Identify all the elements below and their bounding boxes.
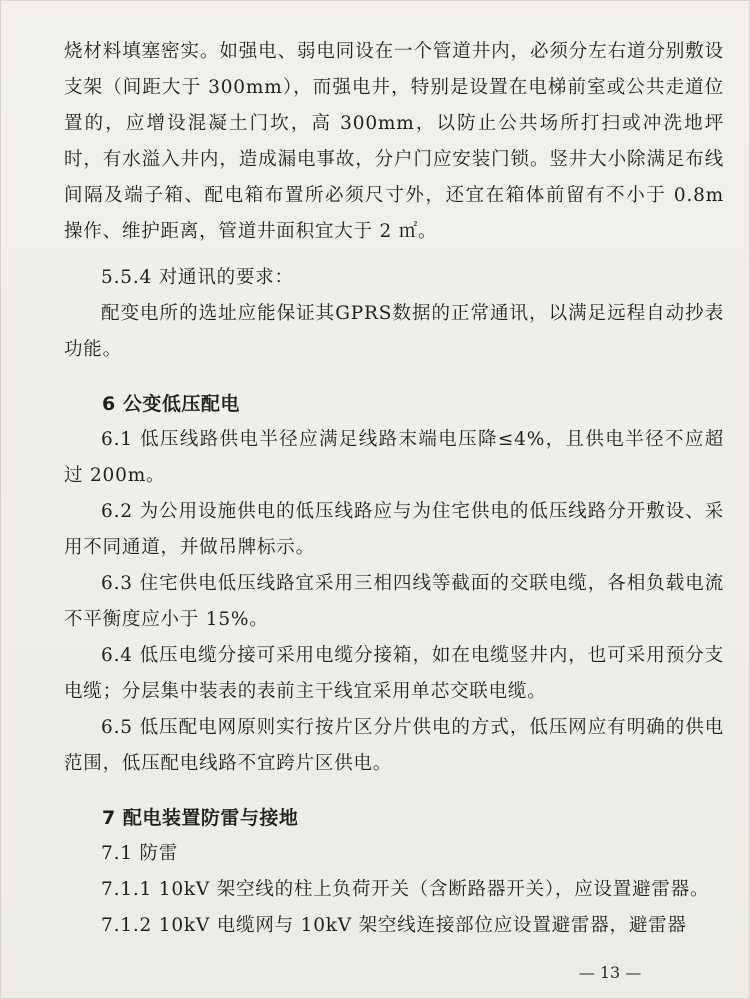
- paragraph-6-1: 6.1 低压线路供电半径应满足线路末端电压降≤4%，且供电半径不应超过 200m。: [64, 429, 724, 486]
- spacer: [64, 368, 724, 386]
- paragraph-5-5-3-continuation: 烧材料填塞密实。如强电、弱电同设在一个管道井内，必须分左右道分别敷设支架（间距大于 300mm），而强电井，特别是设置在电梯前室或公共走道位置的，应增设混凝土门坎，高 300mm，以防止公共场所打扫或冲洗地坪时，有水溢入井内，造成漏电事故，分户门应安装门锁。竖井大小除满足布线间隔及端子箱、配电箱布置所必须尺寸外，还宜在箱体前留有不小于 0.8m 操作、维护距离，管道井面积宜大于 2 ㎡。: [64, 41, 724, 242]
- section-heading-7: 7 配电装置防雷与接地: [102, 807, 299, 829]
- spacer: [64, 782, 724, 800]
- paragraph-7-1-2: 7.1.2 10kV 电缆网与 10kV 架空线连接部位应设置避雷器，避雷器: [101, 915, 687, 936]
- paragraph-6-5: 6.5 低压配电网原则实行按片区分片供电的方式，低压网应有明确的供电范围，低压配电线路不宜跨片区供电。: [64, 717, 724, 774]
- page-number: — 13 —: [578, 963, 642, 982]
- paragraph-communication-requirement: 配变电所的选址应能保证其GPRS数据的正常通讯，以满足远程自动抄表功能。: [64, 303, 724, 360]
- paragraph-6-2: 6.2 为公用设施供电的低压线路应与为住宅供电的低压线路分开敷设、采用不同通道，并做吊牌标示。: [64, 501, 724, 558]
- section-7-1: 7.1 防雷: [101, 843, 179, 864]
- page-body: [64, 34, 724, 944]
- section-heading-6: 6 公变低压配电: [102, 393, 240, 415]
- paragraph-7-1-1: 7.1.1 10kV 架空线的柱上负荷开关（含断路器开关），应设置避雷器。: [101, 879, 710, 900]
- paragraph-6-4: 6.4 低压电缆分接可采用电缆分接箱，如在电缆竖井内，也可采用预分支电缆；分层集中装表的表前主干线宜采用单芯交联电缆。: [64, 645, 724, 702]
- paragraph-6-3: 6.3 住宅供电低压线路宜采用三相四线等截面的交联电缆，各相负载电流不平衡度应小于 15%。: [64, 573, 724, 630]
- section-5-5-4: 5.5.4 对通讯的要求：: [101, 267, 294, 288]
- spacer: [64, 250, 724, 260]
